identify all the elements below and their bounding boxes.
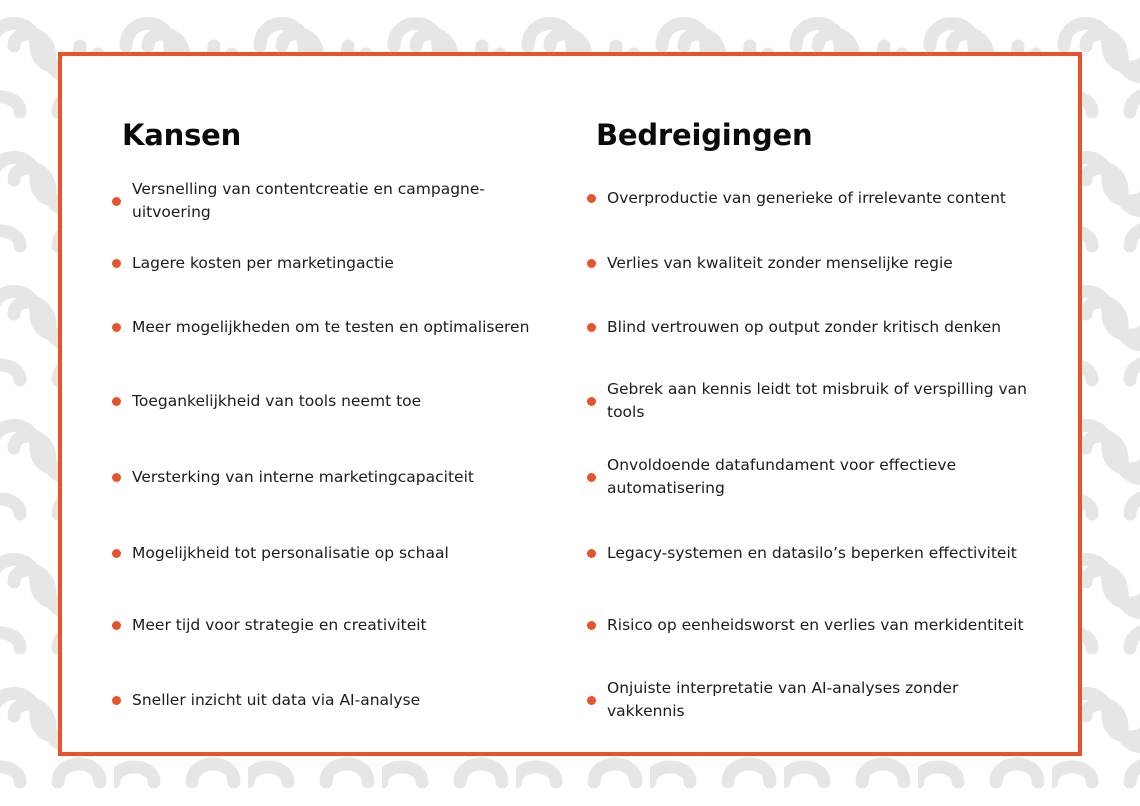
bullet-dot-icon: [112, 323, 121, 332]
swot-card: [58, 52, 1082, 756]
bullet-dot-icon: [112, 473, 121, 482]
kansen-heading: Kansen: [122, 118, 242, 152]
bullet-dot-icon: [112, 549, 121, 558]
bullet-dot-icon: [587, 549, 596, 558]
bullet-dot-icon: [587, 397, 596, 406]
bullet-dot-icon: [587, 696, 596, 705]
bedreigingen-list-item: Risico op eenheidsworst en verlies van merkidentiteit: [587, 614, 1053, 637]
kansen-list-item: Toegankelijkheid van tools neemt toe: [112, 390, 582, 413]
bullet-dot-icon: [112, 397, 121, 406]
bullet-dot-icon: [587, 259, 596, 268]
bedreigingen-list-item: Legacy-systemen en datasilo’s beperken effectiviteit: [587, 542, 1053, 565]
bullet-dot-icon: [587, 621, 596, 630]
kansen-list-item: Sneller inzicht uit data via AI-analyse: [112, 689, 582, 712]
bullet-dot-icon: [112, 621, 121, 630]
bedreigingen-list-item: Overproductie van generieke of irrelevante content: [587, 187, 1053, 210]
kansen-list-item: Meer tijd voor strategie en creativiteit: [112, 614, 582, 637]
bedreigingen-list-item: Blind vertrouwen op output zonder kritisch denken: [587, 316, 1053, 339]
kansen-list-item: Meer mogelijkheden om te testen en optimaliseren: [112, 316, 582, 339]
bullet-dot-icon: [587, 323, 596, 332]
kansen-list-item: Mogelijkheid tot personalisatie op schaal: [112, 542, 582, 565]
bedreigingen-list-item: Gebrek aan kennis leidt tot misbruik of verspilling van tools: [587, 378, 1053, 424]
bedreigingen-heading: Bedreigingen: [596, 118, 813, 152]
bullet-dot-icon: [112, 197, 121, 206]
kansen-list-item: Versnelling van contentcreatie en campagne-uitvoering: [112, 178, 582, 224]
bullet-dot-icon: [112, 259, 121, 268]
bullet-dot-icon: [587, 194, 596, 203]
bedreigingen-list-item: Onjuiste interpretatie van AI-analyses zonder vakkennis: [587, 677, 1053, 723]
bullet-dot-icon: [112, 696, 121, 705]
kansen-list-item: Lagere kosten per marketingactie: [112, 252, 582, 275]
kansen-list-item: Versterking van interne marketingcapaciteit: [112, 466, 582, 489]
bedreigingen-list-item: Onvoldoende datafundament voor effectieve automatisering: [587, 454, 1053, 500]
bedreigingen-list-item: Verlies van kwaliteit zonder menselijke regie: [587, 252, 1053, 275]
bullet-dot-icon: [587, 473, 596, 482]
